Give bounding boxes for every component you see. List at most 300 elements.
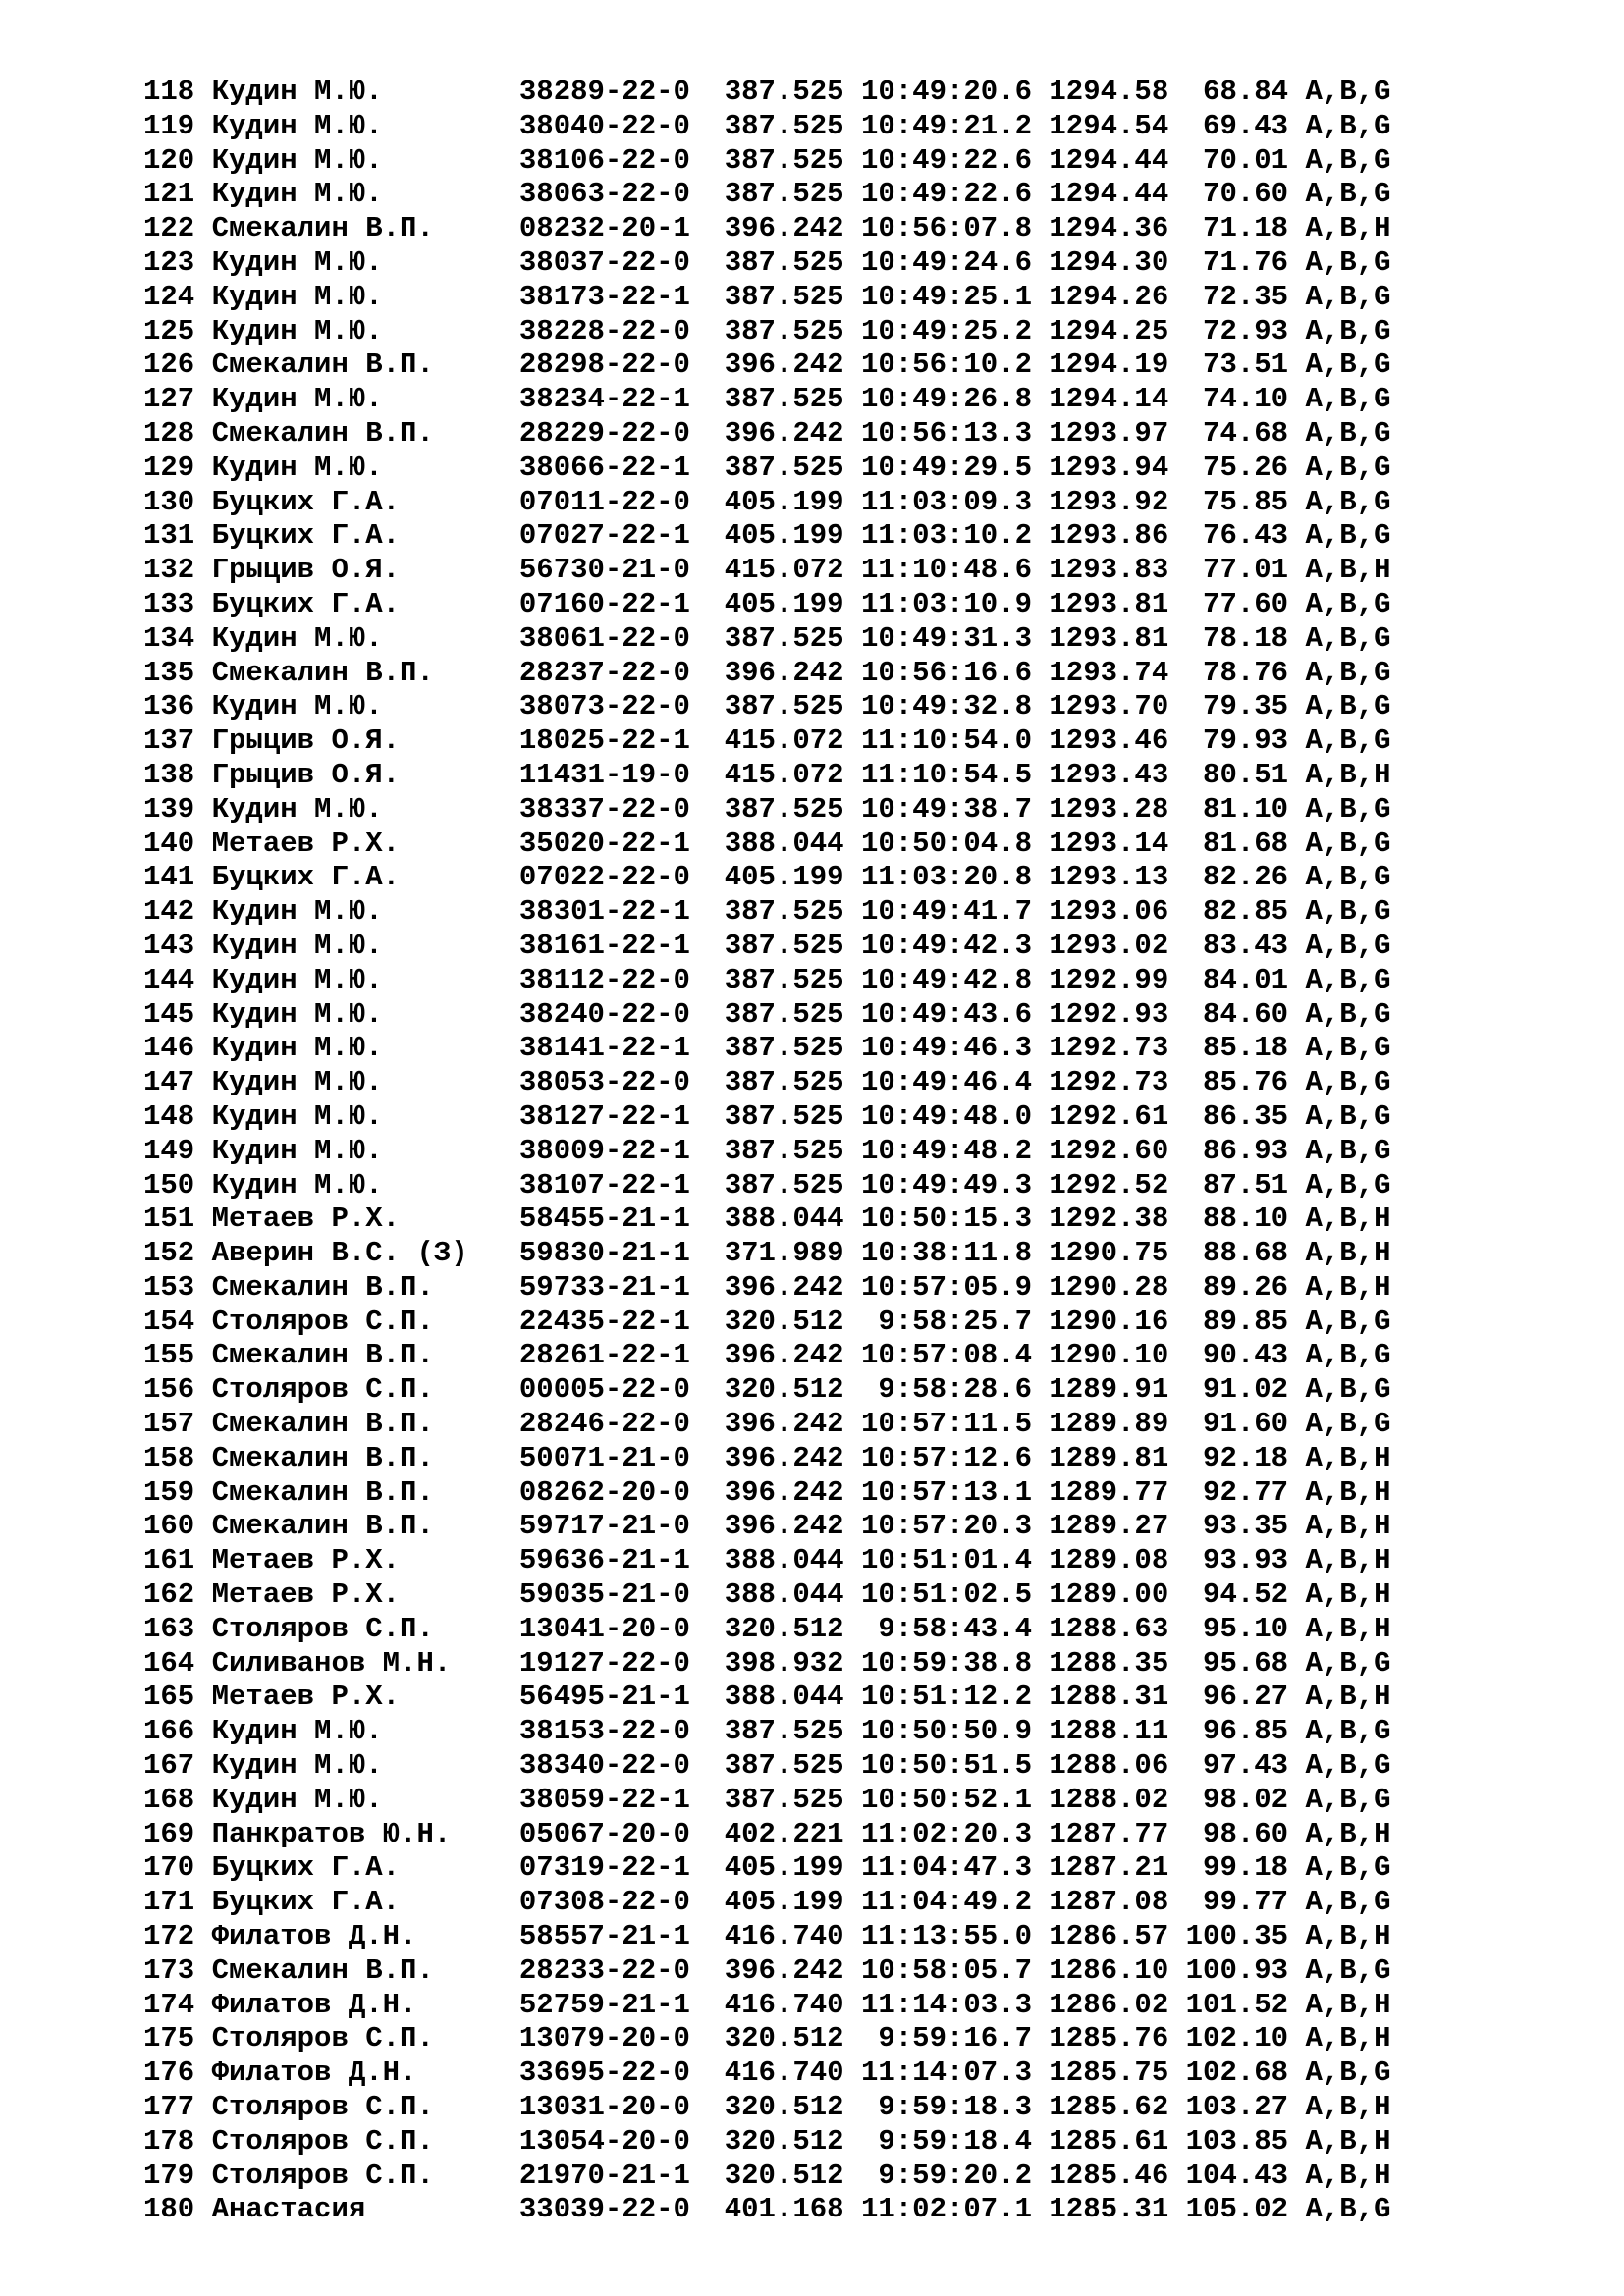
result-row (143, 657, 1390, 691)
cell-place: 145 (143, 997, 195, 1031)
cell-ring: 50071-21-0 (518, 1441, 690, 1474)
cell-name: Кудин М.Ю. (211, 1715, 503, 1748)
cell-speed: 1287.77 (1049, 1817, 1169, 1850)
cell-place: 153 (143, 1270, 195, 1304)
cell-group: A,B,H (1305, 1681, 1391, 1714)
cell-ring: 13041-20-0 (518, 1612, 690, 1645)
cell-time: 10:56:07.8 (860, 212, 1032, 245)
cell-ring: 28246-22-0 (518, 1408, 690, 1441)
cell-group: A,B,G (1305, 1032, 1391, 1065)
cell-distance: 388.044 (724, 1578, 844, 1612)
cell-points: 82.26 (1185, 861, 1289, 894)
cell-points: 91.02 (1185, 1373, 1289, 1407)
cell-place: 122 (143, 212, 195, 245)
cell-place: 120 (143, 143, 195, 177)
result-row (143, 76, 1390, 110)
cell-place: 170 (143, 1851, 195, 1885)
cell-speed: 1293.81 (1049, 587, 1169, 620)
cell-place: 168 (143, 1783, 195, 1816)
cell-distance: 320.512 (724, 1612, 844, 1645)
cell-points: 92.77 (1185, 1475, 1289, 1509)
cell-distance: 396.242 (724, 348, 844, 382)
cell-ring: 33695-22-0 (518, 2056, 690, 2090)
cell-group: A,B,G (1305, 1783, 1391, 1816)
cell-ring: 38106-22-0 (518, 143, 690, 177)
cell-name: Кудин М.Ю. (211, 451, 503, 484)
result-row (143, 1271, 1390, 1306)
result-row (143, 690, 1390, 724)
cell-group: A,B,G (1305, 416, 1391, 450)
result-row (143, 1920, 1390, 1954)
cell-place: 174 (143, 1988, 195, 2021)
cell-ring: 33039-22-0 (518, 2193, 690, 2226)
cell-points: 80.51 (1185, 758, 1289, 791)
cell-ring: 28233-22-0 (518, 1953, 690, 1987)
cell-distance: 396.242 (724, 212, 844, 245)
cell-distance: 387.525 (724, 1066, 844, 1099)
cell-ring: 28298-22-0 (518, 348, 690, 382)
cell-group: A,B,G (1305, 861, 1391, 894)
cell-points: 93.93 (1185, 1544, 1289, 1577)
cell-time: 10:49:46.4 (860, 1066, 1032, 1099)
cell-time: 10:49:29.5 (860, 451, 1032, 484)
result-row (143, 144, 1390, 179)
cell-speed: 1285.76 (1049, 2022, 1169, 2056)
cell-group: A,B,G (1305, 1715, 1391, 1748)
cell-distance: 405.199 (724, 485, 844, 518)
cell-ring: 13031-20-0 (518, 2091, 690, 2124)
cell-name: Метаев Р.Х. (211, 1681, 503, 1714)
cell-distance: 405.199 (724, 1851, 844, 1885)
result-row (143, 828, 1390, 862)
cell-time: 10:57:05.9 (860, 1270, 1032, 1304)
cell-time: 10:50:50.9 (860, 1715, 1032, 1748)
cell-ring: 07027-22-1 (518, 519, 690, 553)
cell-place: 167 (143, 1749, 195, 1783)
cell-ring: 58455-21-1 (518, 1202, 690, 1236)
cell-group: A,B,G (1305, 1886, 1391, 1919)
cell-place: 173 (143, 1953, 195, 1987)
cell-name: Кудин М.Ю. (211, 997, 503, 1031)
cell-time: 10:58:05.7 (860, 1953, 1032, 1987)
cell-place: 176 (143, 2056, 195, 2090)
cell-points: 101.52 (1185, 1988, 1289, 2021)
cell-distance: 387.525 (724, 1715, 844, 1748)
cell-distance: 320.512 (724, 2159, 844, 2192)
cell-time: 9:59:18.3 (860, 2091, 1032, 2124)
cell-speed: 1293.81 (1049, 621, 1169, 655)
cell-place: 121 (143, 178, 195, 211)
cell-name: Кудин М.Ю. (211, 1032, 503, 1065)
cell-points: 91.60 (1185, 1408, 1289, 1441)
cell-time: 11:02:07.1 (860, 2193, 1032, 2226)
cell-ring: 28229-22-0 (518, 416, 690, 450)
cell-name: Кудин М.Ю. (211, 895, 503, 929)
cell-place: 180 (143, 2193, 195, 2226)
cell-place: 150 (143, 1168, 195, 1201)
cell-points: 74.68 (1185, 416, 1289, 450)
cell-time: 11:10:54.0 (860, 724, 1032, 758)
cell-points: 68.84 (1185, 76, 1289, 108)
cell-speed: 1290.28 (1049, 1270, 1169, 1304)
cell-name: Смекалин В.П. (211, 1339, 503, 1372)
cell-time: 10:49:43.6 (860, 997, 1032, 1031)
cell-group: A,B,H (1305, 1510, 1391, 1543)
cell-speed: 1293.46 (1049, 724, 1169, 758)
cell-points: 70.60 (1185, 178, 1289, 211)
cell-name: Смекалин В.П. (211, 1953, 503, 1987)
cell-speed: 1294.36 (1049, 212, 1169, 245)
cell-group: A,B,H (1305, 1270, 1391, 1304)
cell-speed: 1292.60 (1049, 1134, 1169, 1167)
result-row (143, 281, 1390, 315)
cell-distance: 396.242 (724, 1510, 844, 1543)
cell-time: 10:49:20.6 (860, 76, 1032, 108)
cell-speed: 1285.46 (1049, 2159, 1169, 2192)
cell-name: Кудин М.Ю. (211, 963, 503, 996)
cell-group: A,B,H (1305, 1202, 1391, 1236)
cell-distance: 320.512 (724, 1305, 844, 1338)
cell-place: 119 (143, 109, 195, 142)
cell-time: 10:49:48.0 (860, 1099, 1032, 1133)
cell-ring: 38063-22-0 (518, 178, 690, 211)
cell-time: 9:58:43.4 (860, 1612, 1032, 1645)
cell-place: 151 (143, 1202, 195, 1236)
result-row (143, 1613, 1390, 1647)
cell-group: A,B,G (1305, 1953, 1391, 1987)
cell-name: Кудин М.Ю. (211, 1749, 503, 1783)
cell-speed: 1289.89 (1049, 1408, 1169, 1441)
cell-speed: 1287.21 (1049, 1851, 1169, 1885)
cell-time: 10:56:16.6 (860, 656, 1032, 689)
cell-distance: 387.525 (724, 383, 844, 416)
cell-points: 93.35 (1185, 1510, 1289, 1543)
cell-ring: 38037-22-0 (518, 245, 690, 279)
cell-points: 88.68 (1185, 1237, 1289, 1270)
cell-points: 103.85 (1185, 2124, 1289, 2158)
cell-time: 9:59:20.2 (860, 2159, 1032, 2192)
cell-ring: 11431-19-0 (518, 758, 690, 791)
result-row (143, 622, 1390, 657)
cell-group: A,B,G (1305, 1168, 1391, 1201)
cell-place: 157 (143, 1408, 195, 1441)
cell-place: 127 (143, 383, 195, 416)
cell-group: A,B,H (1305, 554, 1391, 587)
cell-place: 136 (143, 690, 195, 723)
cell-ring: 59035-21-0 (518, 1578, 690, 1612)
cell-speed: 1289.27 (1049, 1510, 1169, 1543)
cell-distance: 416.740 (724, 1988, 844, 2021)
cell-group: A,B,G (1305, 587, 1391, 620)
cell-speed: 1286.02 (1049, 1988, 1169, 2021)
cell-group: A,B,G (1305, 1646, 1391, 1680)
cell-name: Кудин М.Ю. (211, 1783, 503, 1816)
cell-time: 11:10:48.6 (860, 554, 1032, 587)
result-row (143, 1954, 1390, 1989)
cell-distance: 387.525 (724, 1099, 844, 1133)
cell-speed: 1288.11 (1049, 1715, 1169, 1748)
result-row (143, 1442, 1390, 1476)
result-row (143, 1578, 1390, 1613)
cell-name: Аверин В.С. (З) (211, 1237, 503, 1270)
cell-group: A,B,G (1305, 519, 1391, 553)
cell-group: A,B,G (1305, 383, 1391, 416)
cell-place: 158 (143, 1441, 195, 1474)
cell-points: 75.26 (1185, 451, 1289, 484)
cell-name: Смекалин В.П. (211, 1510, 503, 1543)
result-row (143, 554, 1390, 588)
cell-distance: 387.525 (724, 997, 844, 1031)
cell-name: Смекалин В.П. (211, 656, 503, 689)
cell-distance: 387.525 (724, 314, 844, 347)
cell-ring: 00005-22-0 (518, 1373, 690, 1407)
cell-group: A,B,G (1305, 2193, 1391, 2226)
cell-name: Кудин М.Ю. (211, 1168, 503, 1201)
cell-name: Кудин М.Ю. (211, 314, 503, 347)
cell-points: 83.43 (1185, 929, 1289, 962)
cell-points: 99.18 (1185, 1851, 1289, 1885)
result-row (143, 110, 1390, 144)
cell-group: A,B,G (1305, 245, 1391, 279)
cell-distance: 388.044 (724, 1681, 844, 1714)
cell-group: A,B,G (1305, 690, 1391, 723)
cell-time: 11:14:07.3 (860, 2056, 1032, 2090)
cell-name: Кудин М.Ю. (211, 1066, 503, 1099)
result-row (143, 1100, 1390, 1135)
cell-group: A,B,G (1305, 143, 1391, 177)
cell-distance: 396.242 (724, 1441, 844, 1474)
cell-name: Столяров С.П. (211, 2091, 503, 2124)
cell-place: 165 (143, 1681, 195, 1714)
cell-time: 10:57:11.5 (860, 1408, 1032, 1441)
cell-time: 10:49:41.7 (860, 895, 1032, 929)
cell-group: A,B,G (1305, 1305, 1391, 1338)
cell-name: Столяров С.П. (211, 2022, 503, 2056)
result-row (143, 1169, 1390, 1203)
cell-name: Грыцив О.Я. (211, 758, 503, 791)
cell-points: 79.35 (1185, 690, 1289, 723)
cell-group: A,B,H (1305, 1988, 1391, 2021)
cell-speed: 1292.99 (1049, 963, 1169, 996)
cell-distance: 401.168 (724, 2193, 844, 2226)
cell-distance: 415.072 (724, 724, 844, 758)
cell-ring: 38337-22-0 (518, 792, 690, 826)
cell-distance: 387.525 (724, 929, 844, 962)
cell-group: A,B,G (1305, 1373, 1391, 1407)
result-row (143, 315, 1390, 349)
cell-name: Столяров С.П. (211, 2124, 503, 2158)
cell-points: 89.85 (1185, 1305, 1289, 1338)
cell-speed: 1289.77 (1049, 1475, 1169, 1509)
result-row (143, 1510, 1390, 1544)
cell-name: Кудин М.Ю. (211, 143, 503, 177)
cell-points: 96.27 (1185, 1681, 1289, 1714)
result-row (143, 212, 1390, 246)
cell-place: 159 (143, 1475, 195, 1509)
cell-group: A,B,G (1305, 451, 1391, 484)
result-row (143, 1306, 1390, 1340)
result-row (143, 1066, 1390, 1100)
cell-name: Кудин М.Ю. (211, 690, 503, 723)
cell-place: 143 (143, 929, 195, 962)
cell-points: 79.93 (1185, 724, 1289, 758)
cell-distance: 416.740 (724, 2056, 844, 2090)
cell-place: 149 (143, 1134, 195, 1167)
cell-name: Кудин М.Ю. (211, 109, 503, 142)
cell-ring: 38234-22-1 (518, 383, 690, 416)
cell-name: Столяров С.П. (211, 1612, 503, 1645)
cell-distance: 387.525 (724, 690, 844, 723)
cell-group: A,B,H (1305, 1544, 1391, 1577)
cell-distance: 387.525 (724, 178, 844, 211)
cell-points: 94.52 (1185, 1578, 1289, 1612)
cell-speed: 1292.52 (1049, 1168, 1169, 1201)
cell-name: Филатов Д.Н. (211, 1988, 503, 2021)
cell-points: 104.43 (1185, 2159, 1289, 2192)
cell-place: 124 (143, 280, 195, 313)
result-row (143, 178, 1390, 212)
cell-points: 78.76 (1185, 656, 1289, 689)
cell-speed: 1293.86 (1049, 519, 1169, 553)
cell-speed: 1289.91 (1049, 1373, 1169, 1407)
cell-group: A,B,G (1305, 1749, 1391, 1783)
cell-time: 10:51:12.2 (860, 1681, 1032, 1714)
cell-place: 148 (143, 1099, 195, 1133)
cell-speed: 1288.35 (1049, 1646, 1169, 1680)
cell-points: 77.60 (1185, 587, 1289, 620)
cell-speed: 1285.61 (1049, 2124, 1169, 2158)
cell-group: A,B,H (1305, 1612, 1391, 1645)
cell-name: Грыцив О.Я. (211, 724, 503, 758)
cell-ring: 35020-22-1 (518, 827, 690, 860)
cell-speed: 1293.92 (1049, 485, 1169, 518)
result-row (143, 246, 1390, 281)
cell-distance: 387.525 (724, 1749, 844, 1783)
cell-name: Кудин М.Ю. (211, 929, 503, 962)
cell-points: 87.51 (1185, 1168, 1289, 1201)
results-listing (143, 76, 1390, 2227)
cell-points: 76.43 (1185, 519, 1289, 553)
cell-speed: 1292.38 (1049, 1202, 1169, 1236)
result-row (143, 759, 1390, 793)
cell-time: 10:49:21.2 (860, 109, 1032, 142)
cell-name: Кудин М.Ю. (211, 383, 503, 416)
cell-time: 10:49:38.7 (860, 792, 1032, 826)
cell-time: 9:59:18.4 (860, 2124, 1032, 2158)
cell-ring: 52759-21-1 (518, 1988, 690, 2021)
cell-group: A,B,G (1305, 1408, 1391, 1441)
cell-time: 10:38:11.8 (860, 1237, 1032, 1270)
cell-place: 175 (143, 2022, 195, 2056)
cell-points: 85.76 (1185, 1066, 1289, 1099)
cell-place: 137 (143, 724, 195, 758)
cell-ring: 38301-22-1 (518, 895, 690, 929)
cell-ring: 21970-21-1 (518, 2159, 690, 2192)
cell-place: 162 (143, 1578, 195, 1612)
cell-speed: 1294.19 (1049, 348, 1169, 382)
cell-ring: 07160-22-1 (518, 587, 690, 620)
cell-place: 166 (143, 1715, 195, 1748)
cell-distance: 387.525 (724, 1032, 844, 1065)
cell-name: Филатов Д.Н. (211, 1920, 503, 1953)
cell-name: Смекалин В.П. (211, 348, 503, 382)
cell-time: 10:56:10.2 (860, 348, 1032, 382)
cell-ring: 38073-22-0 (518, 690, 690, 723)
cell-ring: 59717-21-0 (518, 1510, 690, 1543)
cell-place: 160 (143, 1510, 195, 1543)
cell-group: A,B,H (1305, 758, 1391, 791)
cell-ring: 38173-22-1 (518, 280, 690, 313)
cell-time: 10:49:32.8 (860, 690, 1032, 723)
result-row (143, 588, 1390, 622)
cell-distance: 405.199 (724, 1886, 844, 1919)
cell-ring: 07308-22-0 (518, 1886, 690, 1919)
cell-place: 130 (143, 485, 195, 518)
cell-points: 70.01 (1185, 143, 1289, 177)
cell-distance: 405.199 (724, 519, 844, 553)
cell-speed: 1294.58 (1049, 76, 1169, 108)
cell-ring: 38053-22-0 (518, 1066, 690, 1099)
cell-distance: 387.525 (724, 451, 844, 484)
cell-name: Смекалин В.П. (211, 1270, 503, 1304)
cell-group: A,B,G (1305, 314, 1391, 347)
cell-place: 142 (143, 895, 195, 929)
result-row (143, 348, 1390, 383)
cell-speed: 1293.28 (1049, 792, 1169, 826)
result-row (143, 383, 1390, 417)
cell-time: 10:49:31.3 (860, 621, 1032, 655)
result-row (143, 2022, 1390, 2056)
cell-time: 10:49:25.2 (860, 314, 1032, 347)
cell-ring: 22435-22-1 (518, 1305, 690, 1338)
cell-points: 82.85 (1185, 895, 1289, 929)
cell-name: Кудин М.Ю. (211, 1099, 503, 1133)
cell-speed: 1286.10 (1049, 1953, 1169, 1987)
cell-points: 72.93 (1185, 314, 1289, 347)
cell-group: A,B,G (1305, 724, 1391, 758)
cell-name: Буцких Г.А. (211, 519, 503, 553)
cell-place: 156 (143, 1373, 195, 1407)
cell-speed: 1294.30 (1049, 245, 1169, 279)
result-row (143, 417, 1390, 452)
result-row (143, 964, 1390, 998)
cell-points: 103.27 (1185, 2091, 1289, 2124)
cell-place: 132 (143, 554, 195, 587)
cell-group: A,B,G (1305, 1066, 1391, 1099)
cell-name: Столяров С.П. (211, 1373, 503, 1407)
cell-time: 10:49:26.8 (860, 383, 1032, 416)
cell-time: 10:51:01.4 (860, 1544, 1032, 1577)
cell-ring: 07319-22-1 (518, 1851, 690, 1885)
result-row (143, 1373, 1390, 1408)
cell-name: Филатов Д.Н. (211, 2056, 503, 2090)
cell-group: A,B,H (1305, 1578, 1391, 1612)
cell-name: Буцких Г.А. (211, 485, 503, 518)
cell-name: Метаев Р.Х. (211, 1202, 503, 1236)
cell-group: A,B,G (1305, 792, 1391, 826)
cell-place: 118 (143, 76, 195, 108)
result-row (143, 1851, 1390, 1886)
cell-distance: 371.989 (724, 1237, 844, 1270)
result-row (143, 452, 1390, 486)
cell-group: A,B,H (1305, 1920, 1391, 1953)
cell-time: 10:49:22.6 (860, 143, 1032, 177)
cell-distance: 398.932 (724, 1646, 844, 1680)
cell-time: 11:14:03.3 (860, 1988, 1032, 2021)
cell-distance: 320.512 (724, 2022, 844, 2056)
cell-name: Смекалин В.П. (211, 1441, 503, 1474)
cell-group: A,B,G (1305, 827, 1391, 860)
